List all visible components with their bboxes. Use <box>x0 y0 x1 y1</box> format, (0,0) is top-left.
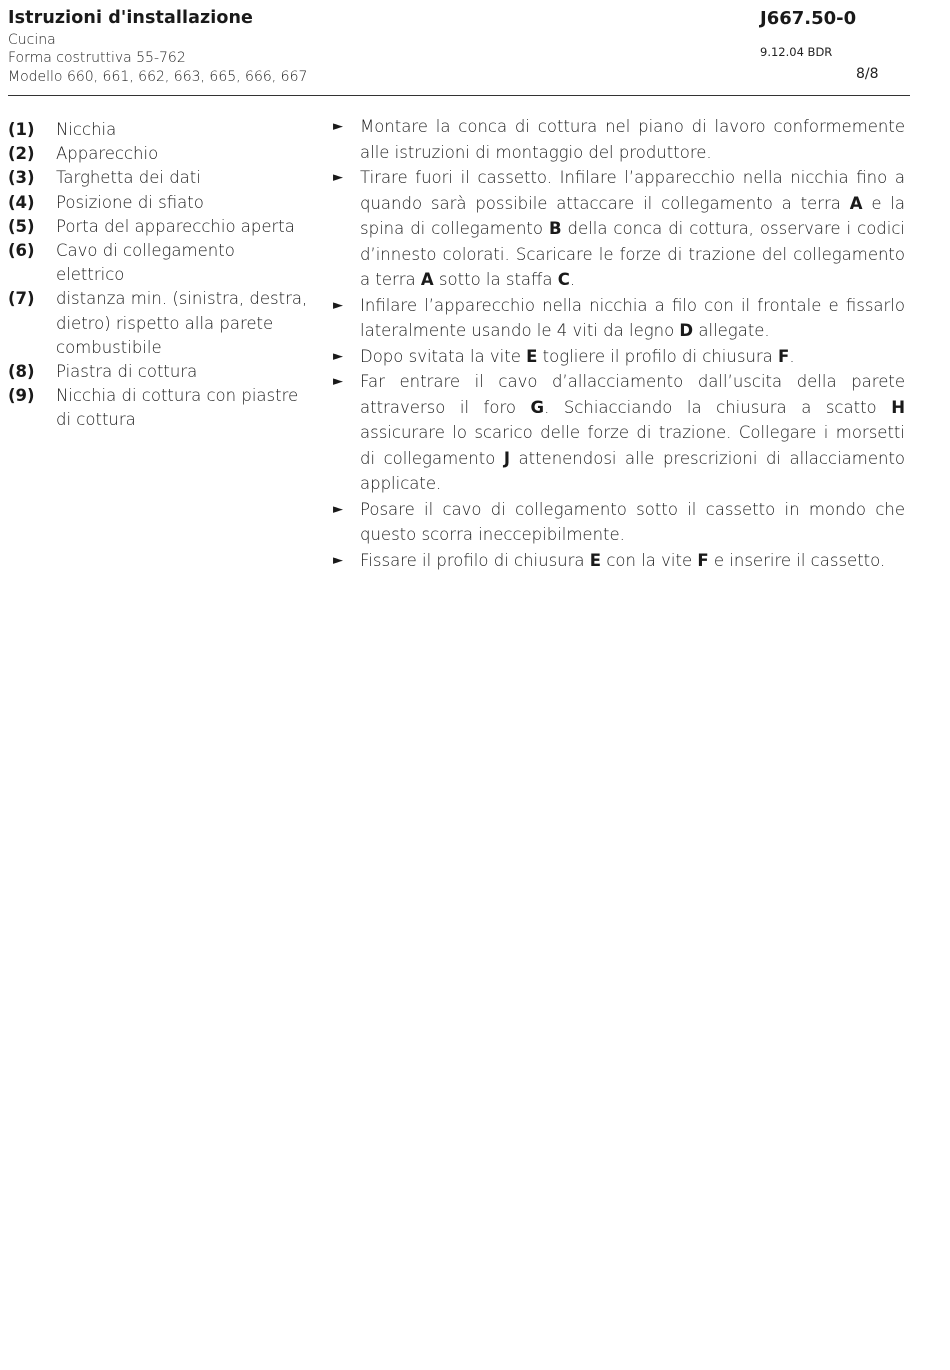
construction-form: Forma costruttiva 55-762 <box>8 50 186 66</box>
legend-number: (5) <box>8 216 35 236</box>
instruction-step <box>333 344 905 370</box>
step-text-segment: Far entrare il cavo d’allacciamento dall’uscita della parete attraverso il foro <box>360 372 905 417</box>
step-bullet-icon: ► <box>333 374 343 389</box>
legend-label: Nicchia <box>56 120 117 139</box>
reference-letter: H <box>891 397 905 417</box>
legend-label: Nicchia di cottura con piastre di cottura <box>56 386 299 430</box>
legend-label: Apparecchio <box>56 144 159 164</box>
legend-item <box>8 215 308 239</box>
reference-letter: F <box>778 346 790 366</box>
legend-number: (8) <box>8 362 35 382</box>
legend-number: (2) <box>8 144 35 164</box>
step-text <box>360 369 905 497</box>
step-text-segment: Montare la conca di cottura nel piano di lavoro conformemente alle istruzioni di montaggio del produttore. <box>360 117 905 162</box>
document-header <box>8 8 910 96</box>
product-type: Cucina <box>8 32 56 48</box>
step-text-segment: con la vite <box>601 550 698 570</box>
reference-letter: A <box>420 270 434 289</box>
reference-letter: G <box>530 397 545 417</box>
reference-letter: B <box>548 219 562 238</box>
step-text-segment: . Schiacciando la chiusura a scatto <box>544 397 892 417</box>
instruction-step <box>333 369 905 497</box>
legend-list <box>8 118 308 433</box>
reference-letter: F <box>697 550 709 570</box>
legend-item <box>8 239 308 287</box>
model-list: Modello 660, 661, 662, 663, 665, 666, 667 <box>8 69 308 85</box>
reference-letter: E <box>589 550 602 570</box>
step-bullet-icon: ► <box>333 297 343 313</box>
header-divider <box>8 95 910 96</box>
legend-item <box>8 118 308 142</box>
step-text <box>360 548 905 574</box>
step-text-segment: Infilare l’apparecchio nella nicchia a filo con il frontale e fissarlo lateralmente usando le 4 viti da legno <box>360 295 905 340</box>
step-text <box>360 497 905 548</box>
legend-label: distanza min. (sinistra, destra, dietro) rispetto alla parete combustibile <box>56 289 308 357</box>
step-bullet-icon: ► <box>333 119 343 134</box>
instruction-steps <box>333 114 905 573</box>
instruction-step <box>333 293 905 344</box>
legend-item <box>8 166 308 190</box>
instruction-step <box>333 114 905 165</box>
step-text-segment: allegate. <box>693 321 770 340</box>
legend-number: (7) <box>8 289 35 309</box>
step-text-segment: . <box>569 270 576 289</box>
legend-number: (6) <box>8 241 35 261</box>
step-text <box>360 165 905 293</box>
step-text-segment: sotto la staffa <box>433 270 558 289</box>
legend-number: (3) <box>8 168 35 188</box>
step-text <box>360 114 905 165</box>
legend-number: (4) <box>8 192 35 212</box>
step-text-segment: . <box>789 346 795 366</box>
legend-label: Cavo di collegamento elettrico <box>56 241 235 285</box>
legend-label: Porta del apparecchio aperta <box>56 216 295 236</box>
step-text-segment: Posare il cavo di collegamento sotto il cassetto in mondo che questo scorra ineccepibilmente. <box>360 499 905 544</box>
legend-number: (9) <box>8 386 35 406</box>
reference-letter: C <box>557 270 570 289</box>
legend-label: Targhetta dei dati <box>56 168 201 188</box>
legend-item <box>8 287 308 360</box>
reference-letter: D <box>679 321 694 340</box>
document-title: Istruzioni d'installazione <box>8 8 254 28</box>
instruction-step <box>333 497 905 548</box>
step-bullet-icon: ► <box>333 552 343 568</box>
step-text-segment: attenendosi alle prescrizioni di allacciamento applicate. <box>360 448 906 493</box>
document-date: 9.12.04 BDR <box>760 45 833 59</box>
step-text-segment: Tirare fuori il cassetto. Infilare l’apparecchio nella nicchia fino a quando sarà possibile attaccare il collegamento a terra <box>360 168 905 213</box>
reference-letter: J <box>503 448 510 468</box>
step-text-segment: Fissare il profilo di chiusura <box>360 550 590 570</box>
legend-number: (1) <box>8 120 35 139</box>
instruction-step <box>333 165 905 293</box>
step-text <box>360 293 905 344</box>
legend-label: Piastra di cottura <box>56 362 198 382</box>
step-text <box>360 344 905 370</box>
reference-letter: A <box>849 193 863 213</box>
step-text-segment: e la spina di collegamento <box>360 193 905 238</box>
document-code: J667.50-0 <box>760 8 857 29</box>
legend-item <box>8 360 308 384</box>
step-text-segment: togliere il profilo di chiusura <box>537 346 779 366</box>
legend-item <box>8 384 308 432</box>
page-number: 8/8 <box>856 66 879 82</box>
step-text-segment: assicurare lo scarico delle forze di trazione. Collegare i morsetti di collegamento <box>360 423 905 468</box>
step-text-segment: della conca di cottura, osservare i codici d’innesto colorati. Scaricare le forze di trazione del collegamento a terra <box>360 219 905 289</box>
step-text-segment: e inserire il cassetto. <box>708 550 886 570</box>
instruction-step <box>333 548 905 574</box>
step-bullet-icon: ► <box>333 501 343 517</box>
reference-letter: E <box>526 346 538 366</box>
legend-item <box>8 191 308 215</box>
legend-label: Posizione di sfiato <box>56 192 204 212</box>
step-bullet-icon: ► <box>333 348 343 364</box>
step-bullet-icon: ► <box>333 170 343 185</box>
step-text-segment: Dopo svitata la vite <box>360 346 527 366</box>
legend-item <box>8 142 308 166</box>
